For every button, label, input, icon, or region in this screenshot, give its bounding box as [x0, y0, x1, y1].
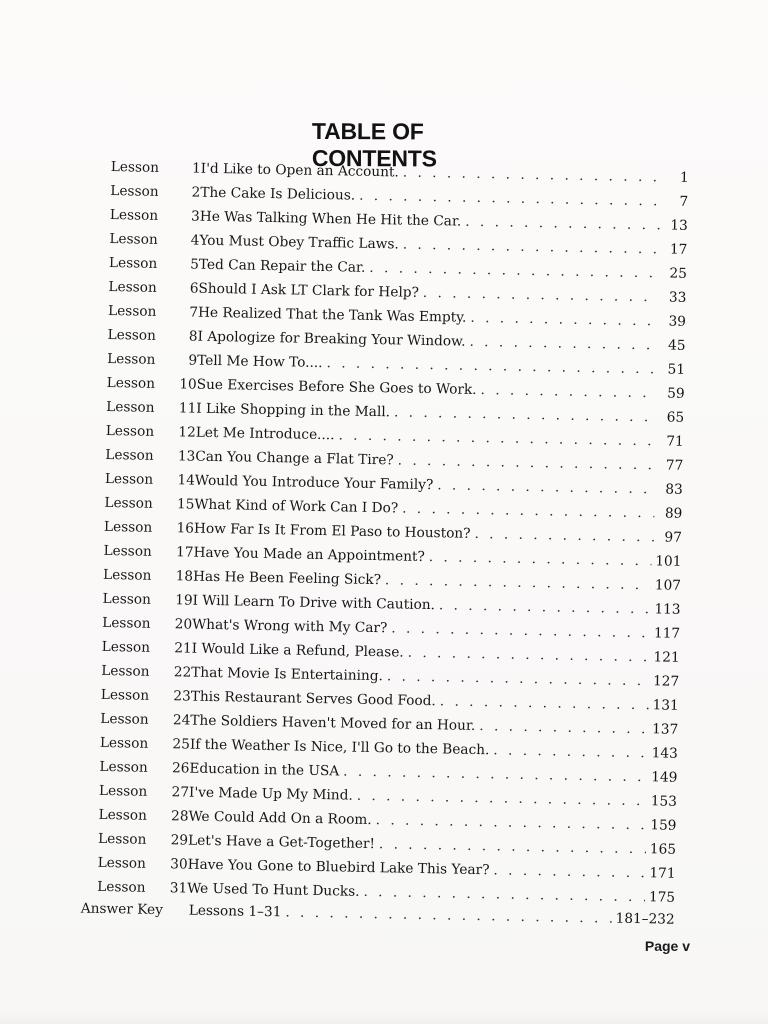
dot-leader [285, 900, 612, 930]
lesson-number: 26 [171, 760, 190, 777]
page-number: Page v [644, 938, 690, 954]
lesson-label [103, 563, 193, 589]
lesson-title: Let's Have a Get-Together! [187, 832, 376, 853]
scan-edge-shadow [0, 1010, 768, 1024]
table-of-contents [80, 155, 689, 936]
lesson-page-number: 1 [679, 169, 689, 186]
lesson-label [106, 395, 196, 421]
lesson-word: Lesson [103, 518, 153, 536]
lesson-number: 18 [175, 568, 194, 585]
lesson-number: 11 [178, 400, 197, 417]
lesson-number: 20 [174, 616, 193, 633]
lesson-page-number: 159 [650, 817, 677, 834]
lesson-word: Lesson [109, 230, 158, 248]
dot-leader [493, 858, 645, 885]
lesson-number: 15 [176, 496, 195, 513]
lesson-title: Let Me Introduce.... [195, 424, 335, 444]
answer-key-label: Answer Key [80, 900, 164, 919]
lesson-number: 28 [170, 808, 189, 825]
lesson-label [107, 347, 197, 373]
lesson-title: You Must Obey Traffic Laws. [199, 232, 399, 253]
lesson-word: Lesson [97, 854, 147, 872]
lesson-word: Lesson [109, 206, 159, 224]
lesson-label [109, 251, 199, 277]
lesson-word: Lesson [110, 182, 159, 200]
lesson-page-number: 117 [653, 625, 681, 642]
lesson-page-number: 51 [667, 361, 686, 378]
lesson-number: 24 [172, 712, 191, 729]
lesson-title: Have You Made an Appointment? [193, 544, 425, 565]
lesson-word: Lesson [101, 638, 151, 656]
lesson-number: 23 [173, 688, 191, 705]
lesson-page-number: 143 [651, 745, 678, 762]
lesson-label [111, 155, 201, 181]
lesson-number: 5 [190, 256, 200, 273]
lesson-page-number: 149 [651, 769, 678, 786]
lesson-word: Lesson [99, 734, 149, 752]
answer-key-page-range: 181–232 [615, 910, 675, 928]
lesson-word: Lesson [107, 350, 156, 368]
lesson-title: I Like Shopping in the Mall. [196, 400, 391, 421]
lesson-label [98, 803, 188, 829]
lesson-word: Lesson [105, 446, 154, 464]
lesson-word: Lesson [102, 590, 152, 608]
lesson-title: That Movie Is Entertaining. [191, 664, 384, 685]
lesson-page-number: 83 [665, 481, 683, 498]
lesson-page-number: 39 [668, 313, 687, 330]
lesson-word: Lesson [98, 806, 147, 824]
lesson-page-number: 89 [664, 505, 683, 522]
lesson-label [97, 851, 187, 877]
lesson-word: Lesson [101, 662, 150, 680]
lesson-page-number: 137 [651, 721, 679, 738]
lesson-label [102, 635, 192, 661]
lesson-label [104, 491, 194, 517]
lesson-number: 7 [189, 304, 199, 321]
lesson-title: What Kind of Work Can I Do? [194, 496, 399, 517]
lesson-page-number: 165 [649, 841, 677, 858]
dot-leader [465, 210, 660, 238]
lesson-label [102, 611, 192, 637]
lesson-title: Has He Been Feeling Sick? [192, 568, 382, 589]
lesson-number: 29 [170, 832, 189, 849]
lesson-word: Lesson [100, 686, 150, 704]
lesson-page-number: 65 [666, 409, 685, 426]
lesson-number: 17 [175, 544, 194, 561]
lesson-page-number: 127 [652, 673, 680, 690]
lesson-title: Would You Introduce Your Family? [194, 472, 434, 494]
lesson-word: Lesson [106, 398, 155, 416]
lesson-word: Lesson [108, 254, 158, 272]
lesson-title: Sue Exercises Before She Goes to Work. [196, 376, 477, 398]
lesson-number: 2 [191, 184, 201, 201]
lesson-title: He Was Talking When He Hit the Car. [199, 208, 462, 230]
lesson-label [104, 515, 194, 541]
lesson-word: Lesson [106, 374, 156, 392]
lesson-page-number: 33 [668, 289, 687, 306]
lesson-number: 19 [175, 592, 193, 609]
lesson-label [99, 779, 189, 805]
lesson-label [108, 299, 198, 325]
lesson-number: 8 [188, 328, 198, 345]
lesson-page-number: 25 [669, 265, 688, 282]
lesson-page-number: 59 [667, 385, 685, 402]
lesson-title: I Apologize for Breaking Your Window. [197, 328, 466, 350]
lesson-word: Lesson [103, 542, 152, 560]
lesson-label [108, 275, 198, 301]
lesson-title: If the Weather Is Nice, I'll Go to the Beach. [189, 736, 490, 759]
lesson-label [105, 443, 195, 469]
lesson-word: Lesson [102, 614, 151, 632]
lesson-label [102, 587, 192, 613]
lesson-number: 3 [190, 208, 201, 225]
lesson-page-number: 113 [654, 601, 681, 618]
lesson-title: What's Wrong with My Car? [192, 616, 388, 637]
lesson-number: 13 [177, 448, 196, 465]
lesson-title: How Far Is It From El Paso to Houston? [193, 520, 471, 542]
lesson-word: Lesson [105, 422, 155, 440]
lesson-title: I've Made Up My Mind. [188, 784, 353, 804]
lesson-word: Lesson [107, 302, 157, 320]
lesson-label [99, 755, 189, 781]
lesson-page-number: 77 [665, 457, 684, 474]
lesson-number: 6 [189, 280, 199, 297]
lesson-number: 25 [172, 736, 191, 753]
lesson-word: Lesson [97, 830, 147, 848]
lesson-title: The Soldiers Haven't Moved for an Hour. [190, 712, 476, 734]
lesson-title: Can You Change a Flat Tire? [195, 448, 394, 469]
lesson-page-number: 71 [666, 433, 684, 450]
lesson-number: 12 [178, 424, 196, 441]
lesson-page-number: 131 [652, 697, 679, 714]
lesson-number: 1 [191, 160, 201, 177]
lesson-number: 21 [174, 640, 192, 657]
lesson-word: Lesson [108, 278, 157, 296]
lesson-word: Lesson [98, 782, 148, 800]
lesson-number: 10 [179, 376, 197, 393]
lesson-title: Tell Me How To.... [196, 352, 323, 372]
lesson-title: The Cake Is Delicious. [200, 184, 356, 204]
answer-key-title: Lessons 1–31 [188, 902, 282, 921]
lesson-title: This Restaurant Serves Good Food. [190, 688, 436, 710]
dot-leader [479, 714, 648, 741]
lesson-title: I'd Like to Open an Account. [200, 160, 399, 181]
lesson-word: Lesson [99, 758, 148, 776]
lesson-label [109, 227, 199, 253]
lesson-number: 14 [177, 472, 196, 489]
lesson-title: Should I Ask LT Clark for Help? [198, 280, 420, 301]
lesson-label [101, 683, 191, 709]
lesson-label [105, 467, 195, 493]
lesson-word: Lesson [102, 566, 152, 584]
lesson-word: Lesson [100, 710, 149, 728]
lesson-label [107, 323, 197, 349]
lesson-word: Lesson [104, 470, 154, 488]
lesson-label [110, 203, 200, 229]
lesson-page-number: 97 [664, 529, 683, 546]
lesson-number: 27 [171, 784, 190, 801]
lesson-title: I Would Like a Refund, Please. [191, 640, 404, 661]
lesson-page-number: 101 [655, 553, 682, 570]
lesson-word: Lesson [97, 878, 146, 896]
lesson-word: Lesson [107, 326, 157, 344]
lesson-page-number: 121 [653, 649, 680, 666]
lesson-page-number: 171 [649, 865, 676, 882]
lesson-number: 4 [190, 232, 200, 249]
page-title: TABLE OF CONTENTS [311, 118, 437, 172]
lesson-word: Lesson [110, 158, 160, 176]
lesson-page-number: 17 [669, 241, 688, 258]
lesson-label [103, 539, 193, 565]
lesson-number: 30 [170, 856, 188, 873]
lesson-page-number: 153 [650, 793, 678, 810]
lesson-label [110, 179, 200, 205]
lesson-page-number: 107 [654, 577, 682, 594]
lesson-label [100, 707, 190, 733]
lesson-title: He Realized That the Tank Was Empty. [197, 304, 467, 326]
lesson-title: We Could Add On a Room. [188, 808, 372, 829]
lesson-word: Lesson [104, 494, 153, 512]
lesson-label [101, 659, 191, 685]
lesson-number: 16 [176, 520, 195, 537]
lesson-title: I Will Learn To Drive with Caution. [192, 592, 436, 614]
lesson-title: Have You Gone to Bluebird Lake This Year? [187, 856, 490, 879]
lesson-title: Education in the USA [189, 760, 340, 780]
dot-leader [469, 330, 657, 358]
lesson-page-number: 45 [667, 337, 686, 354]
lesson-number: 22 [173, 664, 192, 681]
lesson-title: We Used To Hunt Ducks. [187, 880, 360, 900]
lesson-title: Ted Can Repair the Car. [198, 256, 366, 276]
lesson-number: 31 [169, 880, 188, 897]
dot-leader [470, 306, 658, 334]
lesson-label [106, 419, 196, 445]
lesson-page-number: 175 [648, 889, 676, 906]
lesson-label [98, 827, 188, 853]
lesson-number: 9 [188, 352, 198, 369]
dot-leader [480, 378, 656, 405]
lesson-page-number: 7 [679, 193, 689, 210]
lesson-label [100, 731, 190, 757]
lesson-page-number: 13 [670, 217, 688, 234]
dot-leader [493, 738, 648, 765]
lesson-label [106, 371, 196, 397]
dot-leader [474, 522, 654, 549]
